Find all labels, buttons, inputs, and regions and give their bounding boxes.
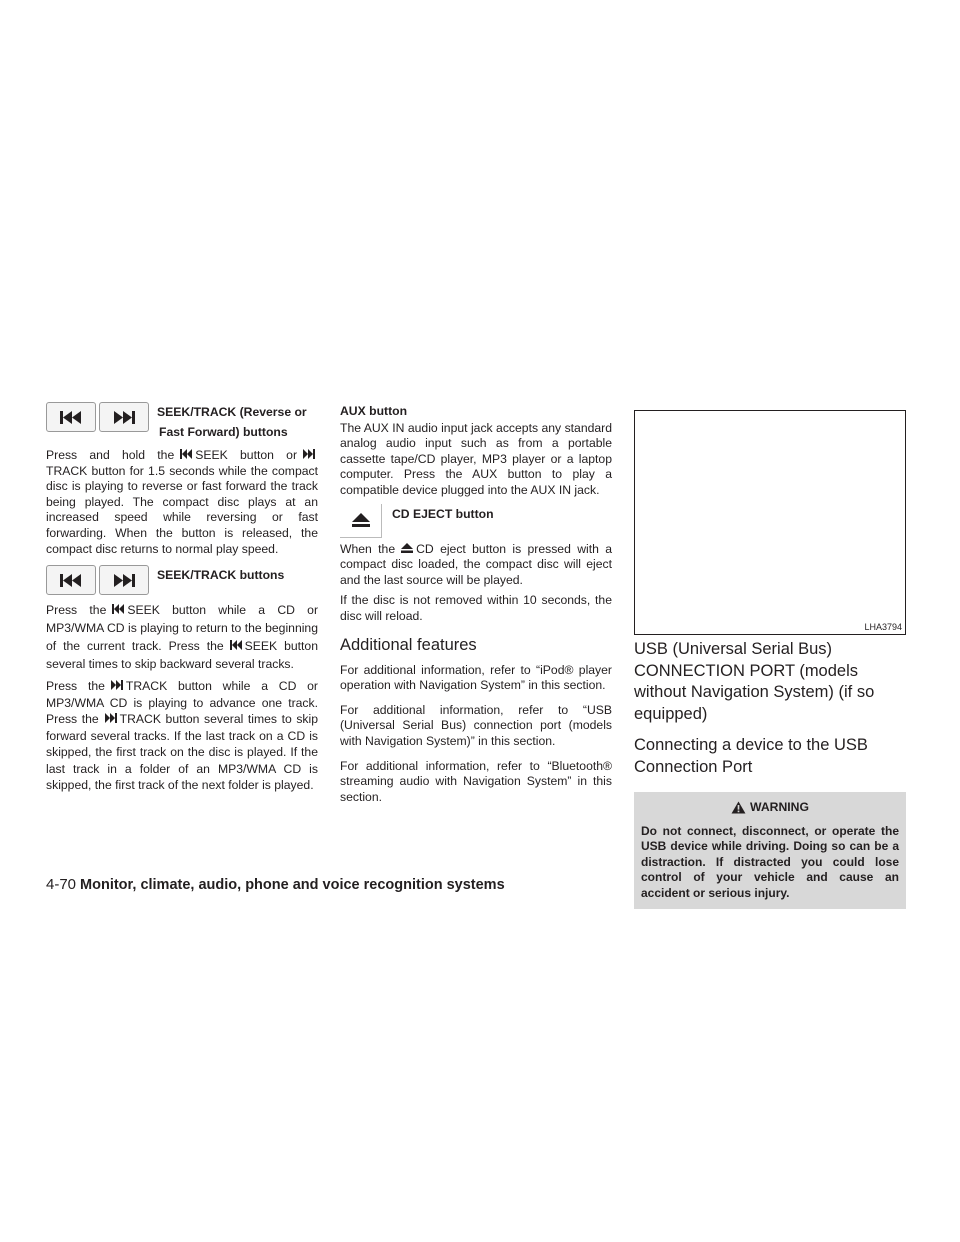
seek-back-key-icon (46, 565, 96, 595)
text: Press the (46, 679, 105, 694)
heading-line1: SEEK/TRACK (Reverse or (157, 405, 307, 419)
section-title: Monitor, climate, audio, phone and voice recognition systems (80, 877, 505, 893)
track-forward-icon (303, 449, 315, 459)
text: When the (340, 541, 396, 556)
seek-track-button-pair (46, 402, 149, 432)
aux-paragraph: The AUX IN audio input jack accepts any standard analog audio input such as from a portable cassette tape/CD player, MP3 player or a laptop computer. Press the AUX button to play a compatible device plugged into the AUX IN jack. (340, 420, 612, 497)
eject-reload-paragraph: If the disc is not removed within 10 seconds, the disc will reload. (340, 593, 612, 623)
seek-track-button-pair (46, 565, 149, 595)
column-left (46, 402, 318, 799)
connecting-device-heading: Connecting a device to the USB Connection Port (634, 736, 868, 776)
seek-track-rev-ff-heading (157, 402, 307, 442)
eject-paragraph (340, 542, 612, 589)
warning-title-text: WARNING (750, 800, 809, 814)
page-footer (46, 876, 505, 894)
eject-icon (401, 543, 413, 553)
heading-line2: Fast Forward) buttons (159, 425, 288, 439)
text: Press and hold the (46, 448, 175, 462)
column-middle (340, 402, 612, 810)
warning-text: Do not connect, disconnect, or operate the USB device while driving. Doing so can be a distraction. If distracted you could lose control of your vehicle and cause an accident or serious injury. (641, 823, 899, 900)
text: TRACK button several times to skip forward several tracks. If the last track on a CD is skipped, the first track on the disc is played. If the last track in a folder of an MP3/WMA CD is skipped, the first track of the next folder is played. (46, 712, 318, 793)
paragraph-hold-seek (46, 448, 318, 557)
column-right (634, 406, 906, 909)
seek-back-icon (112, 604, 124, 614)
warning-triangle-icon (731, 801, 746, 814)
seek-back-key-icon (46, 402, 96, 432)
usb-port-heading: USB (Universal Serial Bus) CONNECTION PORT (models without Navigation System) (if so equipped) (634, 640, 875, 723)
text: Press the (46, 603, 107, 618)
seek-track-heading: SEEK/TRACK buttons (157, 568, 285, 583)
paragraph-track-forward (46, 678, 318, 794)
aux-heading: AUX button (340, 404, 408, 418)
text: CD eject button is pressed with a compact disc loaded, the compact disc will eject and the last source will be played. (340, 541, 612, 587)
seek-back-icon (230, 640, 242, 650)
warning-title (641, 800, 899, 816)
track-forward-key-icon (99, 565, 149, 595)
seek-back-icon (180, 449, 192, 459)
eject-key-icon (340, 504, 382, 538)
seek-track-row (46, 565, 318, 595)
warning-box (634, 792, 906, 909)
figure-label: LHA3794 (864, 622, 902, 632)
additional-bluetooth: For additional information, refer to “Bluetooth® streaming audio with Navigation System” in this section. (340, 758, 612, 804)
text: TRACK button for 1.5 seconds while the compact disc is playing to reverse or fast forward the track being played. The compact disc plays at an increased speed while reversing or fast forwarding. When the button is released, the compact disc returns to normal play speed. (46, 463, 318, 556)
additional-ipod: For additional information, refer to “iPod® player operation with Navigation System” in this section. (340, 662, 612, 693)
track-forward-icon (111, 680, 123, 690)
additional-features-heading: Additional features (340, 635, 477, 654)
eject-row (340, 504, 612, 538)
paragraph-seek-back (46, 601, 318, 673)
additional-usb: For additional information, refer to “USB (Universal Serial Bus) connection port (models with Navigation System)” in this section. (340, 702, 612, 748)
page-number: 4-70 (46, 876, 77, 893)
eject-heading: CD EJECT button (392, 506, 494, 521)
text: SEEK button or (195, 448, 297, 462)
text: TRACK button while a CD or MP3/WMA CD is playing to advance one track. Press the (46, 679, 318, 727)
track-forward-icon (105, 713, 117, 723)
seek-track-rev-ff-row (46, 402, 318, 442)
track-forward-key-icon (99, 402, 149, 432)
text: SEEK button while a CD or MP3/WMA CD is playing to return to the beginning of the current track. Press the (46, 603, 319, 654)
text: SEEK button several times to skip backward several tracks. (46, 639, 318, 672)
figure-placeholder (634, 410, 906, 635)
